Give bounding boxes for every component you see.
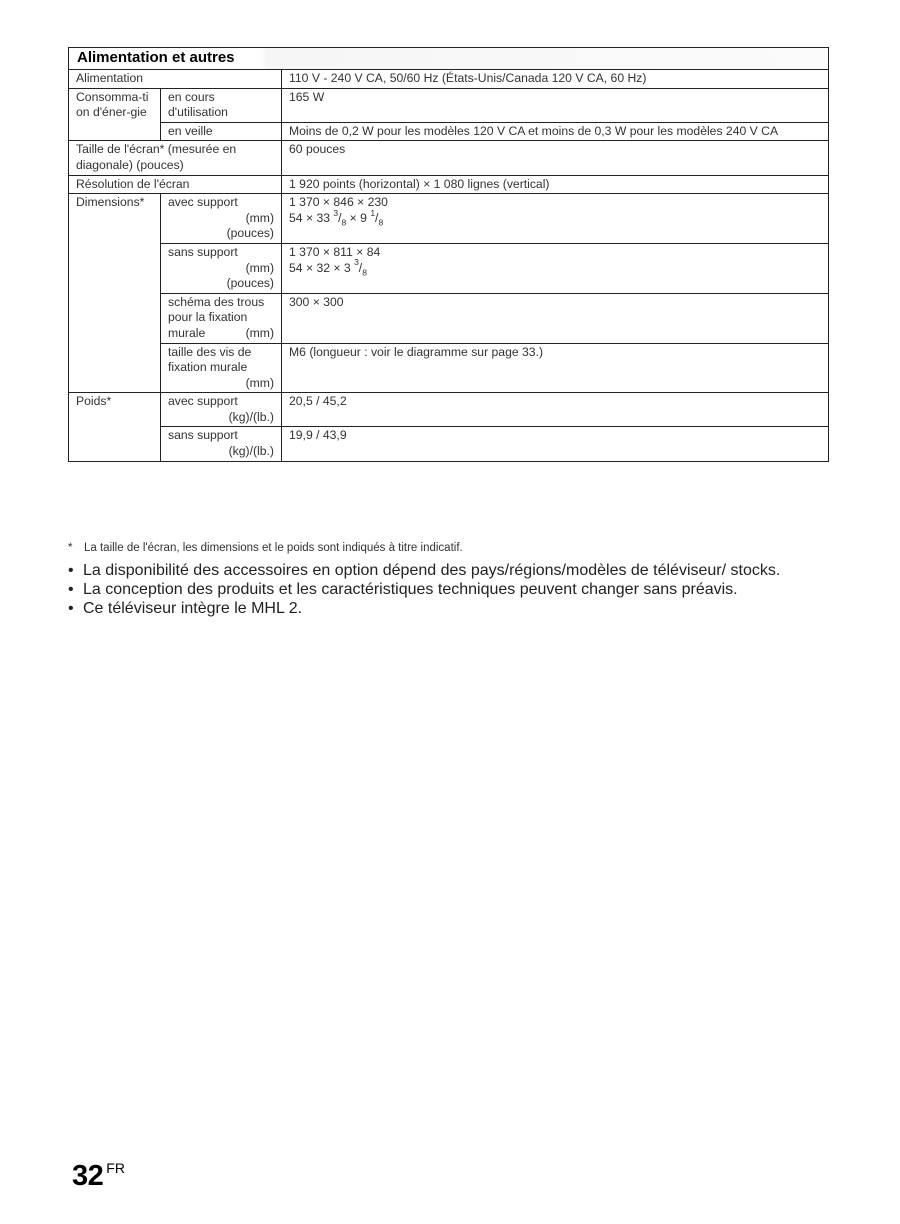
footnote — [68, 541, 848, 556]
fraction-denominator: 8 — [362, 266, 367, 277]
note-text: La disponibilité des accessoires en option dépend des pays/régions/modèles de téléviseur/ stocks. — [83, 562, 781, 579]
list-item — [68, 599, 828, 618]
bullet-icon: • — [68, 600, 74, 617]
dim-avec-mm: 1 370 × 846 × 230 — [289, 195, 388, 210]
fraction-numerator: 1 — [370, 207, 376, 218]
consommation-label: Consomma-tion d'éner-gie — [76, 89, 149, 120]
page-number — [72, 1160, 125, 1192]
note-text: Ce téléviseur intègre le MHL 2. — [83, 600, 303, 617]
footnote-mark: * — [68, 542, 73, 554]
table-row — [69, 122, 829, 141]
table-row — [69, 141, 829, 175]
fraction-denominator: 8 — [378, 217, 384, 228]
sub-label-taille-vis — [161, 343, 282, 393]
page-number-value: 32 — [72, 1160, 104, 1192]
table-title-row — [69, 48, 829, 70]
schema-unit: (mm) — [245, 325, 274, 340]
dim-sans-in-prefix: 54 × 32 × 3 — [289, 260, 355, 275]
footnote-text: La taille de l'écran, les dimensions et le poids sont indiqués à titre indicatif. — [84, 542, 463, 554]
bullet-icon: • — [68, 562, 74, 579]
value-en-cours: 165 W — [282, 88, 829, 122]
bullet-icon: • — [68, 581, 74, 598]
fraction-numerator: 3 — [333, 207, 339, 218]
table-row — [69, 70, 829, 89]
row-label-consommation — [69, 88, 161, 141]
row-value-taille-ecran: 60 pouces — [282, 141, 829, 175]
vis-line2: fixation murale — [168, 360, 248, 375]
dim-avec-label: avec support — [168, 195, 238, 210]
schema-line2: pour la fixation — [168, 310, 248, 325]
notes-list — [68, 561, 828, 618]
table-row — [69, 243, 829, 293]
dim-sans-label: sans support — [168, 244, 238, 259]
value-taille-vis: M6 (longueur : voir le diagramme sur page 33.) — [282, 343, 829, 393]
vis-line1: taille des vis de — [168, 344, 252, 359]
dim-avec-unit-mm: (mm) — [245, 210, 274, 225]
row-label-resolution: Résolution de l'écran — [69, 175, 282, 194]
dim-avec-in-prefix: 54 × 33 — [289, 210, 334, 225]
sub-label-dim-sans-support — [161, 243, 282, 293]
table-row — [69, 175, 829, 194]
table-row — [69, 393, 829, 427]
schema-line1: schéma des trous — [168, 294, 265, 309]
table-row — [69, 88, 829, 122]
value-schema-trous: 300 × 300 — [282, 293, 829, 343]
row-label-dimensions: Dimensions* — [69, 194, 161, 393]
vis-unit: (mm) — [245, 375, 274, 390]
sub-label-poids-sans — [161, 427, 282, 461]
poids-sans-label: sans support — [168, 428, 238, 443]
dim-sans-in: 54 × 32 × 3 $^3/_8$ — [289, 257, 367, 277]
page-language: FR — [106, 1160, 125, 1176]
value-en-veille: Moins de 0,2 W pour les modèles 120 V CA et moins de 0,3 W pour les modèles 240 V CA — [282, 122, 829, 141]
table-row — [69, 293, 829, 343]
value-dim-avec-support — [282, 194, 829, 244]
schema-line3 — [168, 326, 274, 342]
table-row — [69, 194, 829, 244]
dim-avec-in-mid: × 9 — [346, 210, 371, 225]
dim-sans-mm: 1 370 × 811 × 84 — [289, 244, 381, 259]
dim-avec-unit-in: (pouces) — [226, 226, 274, 241]
sub-label-schema-trous — [161, 293, 282, 343]
row-label-poids: Poids* — [69, 393, 161, 461]
sub-label-en-cours: en cours d'utilisation — [161, 88, 282, 122]
dim-sans-unit-in: (pouces) — [226, 276, 274, 291]
row-value-resolution: 1 920 points (horizontal) × 1 080 lignes (vertical) — [282, 175, 829, 194]
table-row — [69, 343, 829, 393]
poids-avec-label: avec support — [168, 394, 238, 409]
row-label-alimentation: Alimentation — [69, 70, 282, 89]
value-poids-avec: 20,5 / 45,2 — [282, 393, 829, 427]
poids-sans-unit: (kg)/(lb.) — [228, 444, 274, 459]
fraction-numerator: 3 — [354, 257, 359, 268]
dim-sans-unit-mm: (mm) — [245, 260, 274, 275]
spec-table — [68, 47, 829, 462]
list-item — [68, 580, 828, 599]
sub-label-dim-avec-support — [161, 194, 282, 244]
sub-label-en-veille: en veille — [161, 122, 282, 141]
note-text: La conception des produits et les caractéristiques techniques peuvent changer sans préavis. — [83, 581, 738, 598]
value-dim-sans-support — [282, 243, 829, 293]
table-title: Alimentation et autres — [69, 48, 829, 70]
list-item — [68, 561, 828, 580]
fraction-denominator: 8 — [341, 217, 347, 228]
sub-label-poids-avec — [161, 393, 282, 427]
dim-avec-in: 54 × 33 $^3/_8 \times 9$ $^1/_8$ — [289, 207, 384, 228]
table-row — [69, 427, 829, 461]
poids-avec-unit: (kg)/(lb.) — [228, 409, 274, 424]
row-label-taille-ecran: Taille de l'écran* (mesurée en diagonale) (pouces) — [69, 141, 282, 175]
value-poids-sans: 19,9 / 43,9 — [282, 427, 829, 461]
schema-label3: murale — [168, 325, 206, 340]
row-value-alimentation: 110 V - 240 V CA, 50/60 Hz (États-Unis/Canada 120 V CA, 60 Hz) — [282, 70, 829, 89]
